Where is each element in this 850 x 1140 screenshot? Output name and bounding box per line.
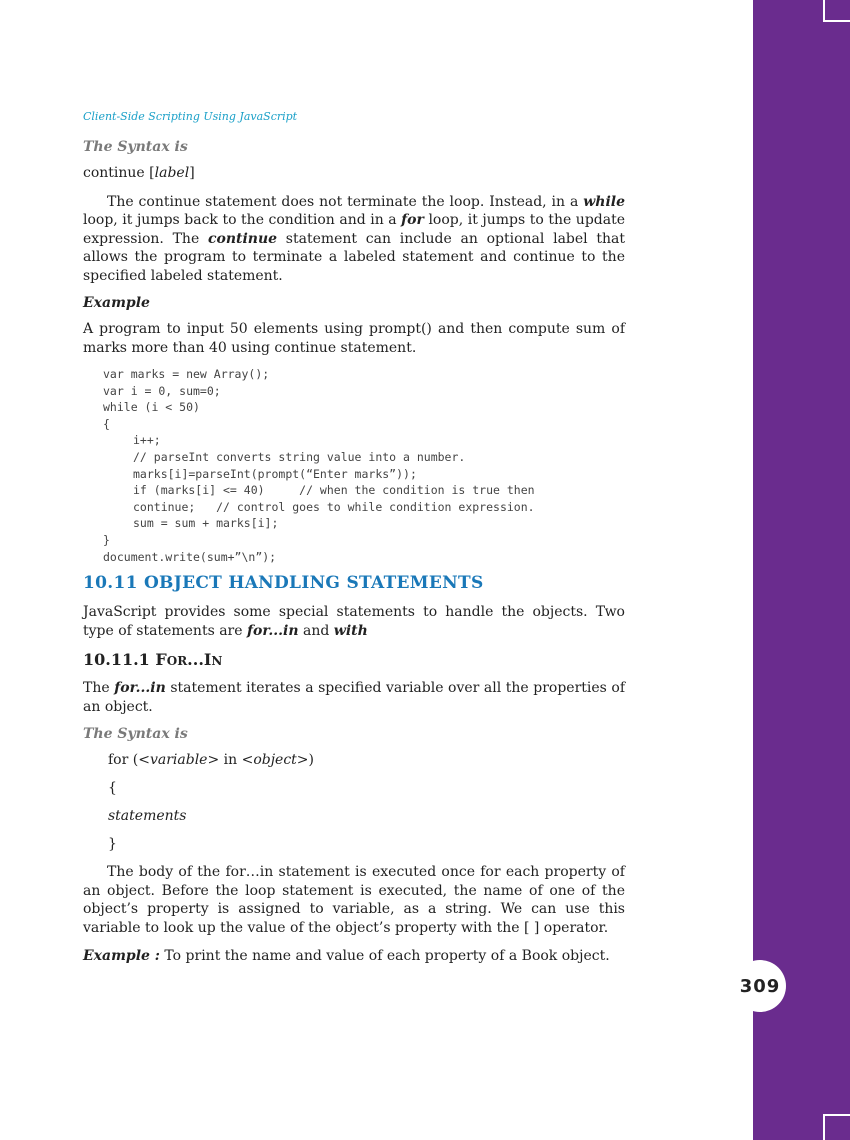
syntax-heading: The Syntax is (83, 139, 188, 155)
code-line: marks[i]=parseInt(prompt(“Enter marks”)); (133, 466, 417, 481)
section-intro: JavaScript provides some special statements to handle the objects. Two type of statements are for...in and with (83, 604, 625, 639)
syntax-line: continue [label] (83, 165, 195, 181)
syntax-close-brace: } (108, 836, 117, 853)
code-line: var marks = new Array(); (103, 367, 270, 381)
continue-description: The continue statement does not terminate the loop. Instead, in a while loop, it jumps back to the condition and in a for loop, it jumps to the update expression. The continue statement can include an optional label that allows the program to terminate a labeled statement and continue to the specified labeled statement. (83, 193, 626, 284)
code-line: sum = sum + marks[i]; (133, 516, 279, 531)
code-line: continue; // control goes to while condition expression. (133, 499, 535, 514)
corner-mark-top (823, 0, 850, 22)
section-heading: 10.11 OBJECT HANDLING STATEMENTS (83, 573, 484, 594)
code-line: document.write(sum+”\n”); (103, 549, 277, 564)
syntax-for-line: for (<variable> in <object>) (108, 752, 314, 769)
code-line: { (103, 416, 110, 431)
example-heading: Example (83, 295, 150, 311)
running-head: Client-Side Scripting Using JavaScript (83, 110, 298, 123)
page-content (83, 110, 625, 966)
syntax-statements: statements (108, 808, 187, 825)
forin-description: The for...in statement iterates a specified variable over all the properties of an object. (83, 680, 626, 715)
example-text: A program to input 50 elements using prompt() and then compute sum of marks more than 40 using continue statement. (83, 321, 625, 356)
code-line: // parseInt converts string value into a number. (133, 449, 466, 464)
subsection-heading: 10.11.1 FOR...IN (83, 650, 223, 670)
code-block (103, 366, 625, 565)
syntax-heading-2: The Syntax is (83, 726, 188, 743)
code-line: } (103, 532, 110, 547)
code-line: while (i < 50) (103, 400, 200, 415)
corner-mark-bottom (823, 1114, 850, 1140)
page-number: 309 (734, 960, 786, 1012)
code-line: var i = 0, sum=0; (103, 383, 221, 398)
syntax-open-brace: { (108, 780, 117, 797)
code-line: if (marks[i] <= 40) // when the condition is true then (133, 483, 535, 498)
body-paragraph: The body of the for…in statement is executed once for each property of an object. Before the loop statement is executed, the name of one of the object’s property is assigned to variable, as a string. We can use this variable to look up the value of the object’s property with the [ ] operator. (83, 864, 625, 936)
code-line: i++; (133, 433, 161, 448)
example-2: Example : To print the name and value of each property of a Book object. (83, 948, 610, 965)
